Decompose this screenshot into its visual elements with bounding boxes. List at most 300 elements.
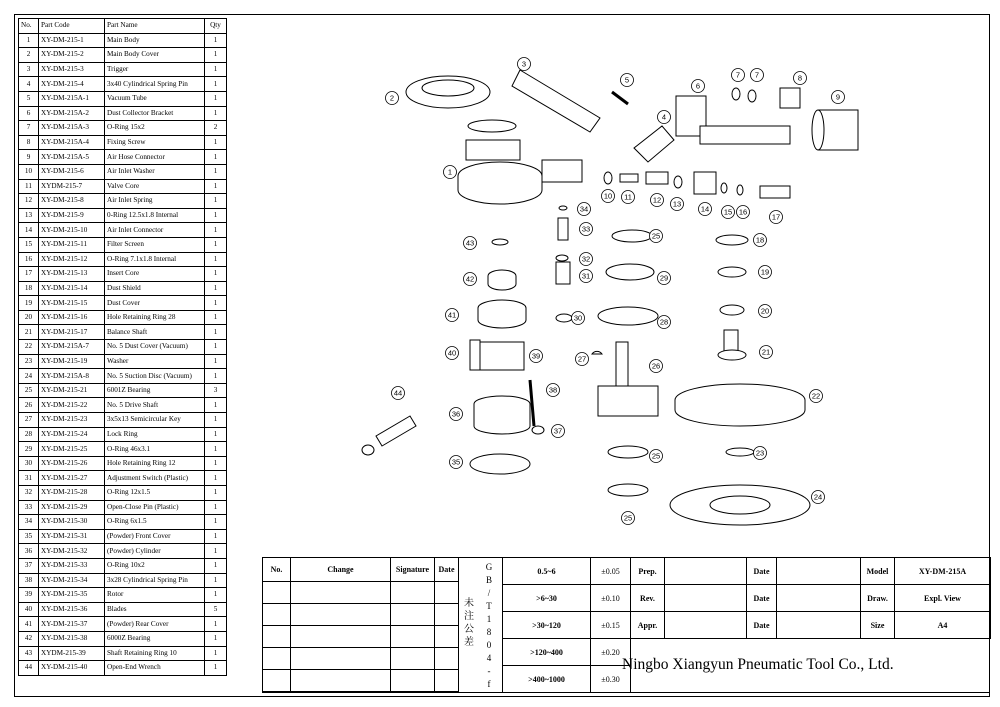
part-no: 44 bbox=[19, 661, 39, 676]
part-qty: 1 bbox=[205, 325, 227, 340]
callout-25 bbox=[622, 512, 635, 525]
part-code: XY-DM-215-9 bbox=[39, 208, 105, 223]
part-o-ring-6x1-5 bbox=[559, 206, 567, 210]
part-no: 4 bbox=[19, 77, 39, 92]
callout-label: 18 bbox=[755, 235, 765, 245]
prep-date-value bbox=[777, 558, 861, 585]
tolerance-note-cell bbox=[458, 557, 502, 693]
revision-cell bbox=[391, 670, 435, 692]
part-name: Hole Retaining Ring 12 bbox=[105, 456, 205, 471]
part-qty: 1 bbox=[205, 150, 227, 165]
callout-7 bbox=[751, 69, 764, 82]
part-qty: 1 bbox=[205, 631, 227, 646]
revision-cell bbox=[263, 582, 291, 604]
part-qty: 1 bbox=[205, 179, 227, 194]
vertical-char: B bbox=[485, 575, 492, 585]
part-bearing-6001z-c bbox=[608, 484, 648, 496]
part-qty: 1 bbox=[205, 354, 227, 369]
callout-label: 5 bbox=[624, 75, 630, 85]
callout-label: 29 bbox=[659, 273, 669, 283]
size-label: Size bbox=[861, 612, 895, 639]
part-no: 43 bbox=[19, 646, 39, 661]
part-code: XY-DM-215-37 bbox=[39, 617, 105, 632]
tolerance-row bbox=[503, 558, 631, 585]
vertical-char: f bbox=[487, 679, 491, 689]
callout-label: 28 bbox=[659, 317, 669, 327]
callout-30 bbox=[572, 312, 585, 325]
part-code: XY-DM-215-19 bbox=[39, 354, 105, 369]
callout-3 bbox=[518, 58, 531, 71]
callout-label: 25 bbox=[623, 513, 633, 523]
part-name: Blades bbox=[105, 602, 205, 617]
part-no: 39 bbox=[19, 588, 39, 603]
size-value: A4 bbox=[895, 612, 991, 639]
appr-date-value bbox=[777, 612, 861, 639]
vertical-char: T bbox=[486, 601, 492, 611]
part-no: 6 bbox=[19, 106, 39, 121]
part-qty: 1 bbox=[205, 281, 227, 296]
part-no: 5 bbox=[19, 91, 39, 106]
callout-9 bbox=[832, 91, 845, 104]
prep-date-label: Date bbox=[747, 558, 777, 585]
part-name: Air Inlet Washer bbox=[105, 164, 205, 179]
part-name: Trigger bbox=[105, 62, 205, 77]
part-qty: 1 bbox=[205, 544, 227, 559]
part-qty: 1 bbox=[205, 617, 227, 632]
vertical-char: 4 bbox=[486, 653, 492, 663]
part-hole-retaining-ring-12 bbox=[556, 314, 572, 322]
callout-label: 13 bbox=[672, 199, 682, 209]
part-code: XY-DM-215-30 bbox=[39, 515, 105, 530]
part-name: Dust Collector Bracket bbox=[105, 106, 205, 121]
parts-list-row bbox=[19, 267, 227, 282]
part-name: O-Ring 10x2 bbox=[105, 558, 205, 573]
callout-label: 2 bbox=[389, 93, 395, 103]
revision-cell bbox=[391, 604, 435, 626]
parts-list-row bbox=[19, 121, 227, 136]
part-qty: 1 bbox=[205, 369, 227, 384]
prep-value bbox=[665, 558, 747, 585]
callout-label: 36 bbox=[451, 409, 461, 419]
model-value: XY-DM-215A bbox=[895, 558, 991, 585]
draw-value: Expl. View bbox=[895, 585, 991, 612]
revision-cell bbox=[263, 670, 291, 692]
part-name: Dust Cover bbox=[105, 296, 205, 311]
part-qty: 1 bbox=[205, 515, 227, 530]
part-fixing-screw bbox=[780, 88, 800, 108]
parts-list-row bbox=[19, 164, 227, 179]
part-code: XY-DM-215-28 bbox=[39, 486, 105, 501]
callout-22 bbox=[810, 390, 823, 403]
part-name: No. 5 Dust Cover (Vacuum) bbox=[105, 340, 205, 355]
revision-table bbox=[262, 557, 459, 692]
vertical-char: 未 bbox=[464, 598, 474, 609]
part-name: O-Ring 12x1.5 bbox=[105, 486, 205, 501]
parts-list-row bbox=[19, 150, 227, 165]
vertical-char: 0 bbox=[486, 640, 492, 650]
vertical-char: G bbox=[485, 562, 493, 572]
part-name: Rotor bbox=[105, 588, 205, 603]
part-code: XY-DM-215-32 bbox=[39, 544, 105, 559]
parts-list-row bbox=[19, 325, 227, 340]
part-name: Balance Shaft bbox=[105, 325, 205, 340]
callout-label: 4 bbox=[661, 112, 667, 122]
vertical-char: 公 bbox=[464, 624, 474, 635]
parts-list-row bbox=[19, 413, 227, 428]
callout-label: 43 bbox=[465, 238, 475, 248]
part-no: 20 bbox=[19, 310, 39, 325]
part-qty: 1 bbox=[205, 33, 227, 48]
part-qty: 1 bbox=[205, 340, 227, 355]
part-code: XYDM-215-39 bbox=[39, 646, 105, 661]
callout-41 bbox=[446, 309, 459, 322]
part-name: O-Ring 7.1x1.8 Internal bbox=[105, 252, 205, 267]
part-qty: 1 bbox=[205, 471, 227, 486]
part-front-cover bbox=[470, 454, 530, 474]
part-air-inlet-washer bbox=[604, 172, 612, 184]
revision-cell bbox=[291, 648, 391, 670]
part-name: (Powder) Front Cover bbox=[105, 529, 205, 544]
part-no: 25 bbox=[19, 383, 39, 398]
part-name: Adjustment Switch (Plastic) bbox=[105, 471, 205, 486]
callout-label: 22 bbox=[811, 391, 821, 401]
part-code: XY-DM-215-16 bbox=[39, 310, 105, 325]
part-code: XY-DM-215-23 bbox=[39, 413, 105, 428]
parts-list-row bbox=[19, 48, 227, 63]
callout-42 bbox=[464, 273, 477, 286]
part-no: 28 bbox=[19, 427, 39, 442]
part-name: Insert Core bbox=[105, 267, 205, 282]
part-code: XY-DM-215A-3 bbox=[39, 121, 105, 136]
part-qty: 1 bbox=[205, 573, 227, 588]
part-no: 32 bbox=[19, 486, 39, 501]
tolerance-value: ±0.20 bbox=[591, 639, 631, 666]
part-name: No. 5 Drive Shaft bbox=[105, 398, 205, 413]
part-bearing-6001z-b bbox=[608, 446, 648, 458]
part-qty: 1 bbox=[205, 91, 227, 106]
part-name: O-Ring 6x1.5 bbox=[105, 515, 205, 530]
tolerance-value: ±0.15 bbox=[591, 612, 631, 639]
parts-list-row bbox=[19, 340, 227, 355]
part-spring-pin bbox=[612, 92, 628, 104]
part-qty: 1 bbox=[205, 194, 227, 209]
revision-header-change: Change bbox=[291, 558, 391, 582]
part-name: Open-End Wrench bbox=[105, 661, 205, 676]
part-no: 21 bbox=[19, 325, 39, 340]
part-main-body bbox=[466, 140, 520, 160]
part-no: 37 bbox=[19, 558, 39, 573]
part-name: O-Ring 15x2 bbox=[105, 121, 205, 136]
part-no: 13 bbox=[19, 208, 39, 223]
unmarked-tolerance-note bbox=[463, 597, 475, 649]
part-qty: 1 bbox=[205, 62, 227, 77]
part-name: Filter Screen bbox=[105, 237, 205, 252]
part-qty: 2 bbox=[205, 121, 227, 136]
callout-24 bbox=[812, 491, 825, 504]
part-no: 17 bbox=[19, 267, 39, 282]
part-qty: 1 bbox=[205, 223, 227, 238]
revision-cell bbox=[291, 670, 391, 692]
part-shaft-retaining-ring-10 bbox=[492, 239, 508, 245]
callout-label: 11 bbox=[624, 192, 632, 202]
revision-cell bbox=[435, 670, 459, 692]
part-code: XY-DM-215-25 bbox=[39, 442, 105, 457]
rev-value bbox=[665, 585, 747, 612]
parts-list-row bbox=[19, 529, 227, 544]
parts-list-row bbox=[19, 106, 227, 121]
part-name: Shaft Retaining Ring 10 bbox=[105, 646, 205, 661]
revision-header-date: Date bbox=[435, 558, 459, 582]
parts-list-row bbox=[19, 646, 227, 661]
callout-25 bbox=[650, 450, 663, 463]
part-no: 22 bbox=[19, 340, 39, 355]
part-qty: 1 bbox=[205, 48, 227, 63]
part-code: XY-DM-215-2 bbox=[39, 48, 105, 63]
part-lock-ring bbox=[598, 307, 658, 325]
revision-cell bbox=[263, 626, 291, 648]
appr-label: Appr. bbox=[631, 612, 665, 639]
approval-table bbox=[630, 557, 861, 639]
callout-20 bbox=[759, 305, 772, 318]
callout-34 bbox=[578, 203, 591, 216]
parts-list-row bbox=[19, 208, 227, 223]
rev-date-value bbox=[777, 585, 861, 612]
part-code: XY-DM-215-10 bbox=[39, 223, 105, 238]
header-part-code: Part Code bbox=[39, 19, 105, 34]
callout-label: 34 bbox=[579, 204, 589, 214]
part-no: 34 bbox=[19, 515, 39, 530]
callout-16 bbox=[737, 206, 750, 219]
part-name: Main Body Cover bbox=[105, 48, 205, 63]
callout-label: 31 bbox=[581, 271, 591, 281]
part-qty: 1 bbox=[205, 135, 227, 150]
part-qty: 1 bbox=[205, 398, 227, 413]
part-qty: 1 bbox=[205, 296, 227, 311]
callout-43 bbox=[464, 237, 477, 250]
part-rotor bbox=[480, 342, 524, 370]
part-no: 33 bbox=[19, 500, 39, 515]
part-name: 3x28 Cylindrical Spring Pin bbox=[105, 573, 205, 588]
revision-header-signature: Signature bbox=[391, 558, 435, 582]
callout-10 bbox=[602, 190, 615, 203]
callout-label: 24 bbox=[813, 492, 823, 502]
callout-17 bbox=[770, 211, 783, 224]
part-name: No. 5 Suction Disc (Vacuum) bbox=[105, 369, 205, 384]
revision-cell bbox=[263, 604, 291, 626]
parts-list-row bbox=[19, 33, 227, 48]
model-label: Model bbox=[861, 558, 895, 585]
callout-label: 14 bbox=[700, 204, 710, 214]
part-o-ring-12-5 bbox=[674, 176, 682, 188]
part-qty: 1 bbox=[205, 442, 227, 457]
part-code: XY-DM-215A-1 bbox=[39, 91, 105, 106]
parts-list-row bbox=[19, 471, 227, 486]
tolerance-range: >400~1000 bbox=[503, 666, 591, 693]
part-code: XY-DM-215-17 bbox=[39, 325, 105, 340]
part-no: 31 bbox=[19, 471, 39, 486]
revision-cell bbox=[291, 582, 391, 604]
parts-list-row bbox=[19, 442, 227, 457]
part-filter-screen bbox=[721, 183, 727, 193]
part-no: 23 bbox=[19, 354, 39, 369]
part-code: XY-DM-215-12 bbox=[39, 252, 105, 267]
tolerance-range: >30~120 bbox=[503, 612, 591, 639]
part-code: XY-DM-215-8 bbox=[39, 194, 105, 209]
tolerance-standard bbox=[483, 561, 495, 691]
part-code: XY-DM-215-27 bbox=[39, 471, 105, 486]
part-blades bbox=[470, 340, 480, 370]
vertical-char: 注 bbox=[464, 611, 474, 622]
revision-cell bbox=[263, 648, 291, 670]
part-name: 3x5x13 Semicircular Key bbox=[105, 413, 205, 428]
callout-26 bbox=[650, 360, 663, 373]
part-name: Dust Shield bbox=[105, 281, 205, 296]
callout-5 bbox=[621, 74, 634, 87]
callout-label: 19 bbox=[760, 267, 770, 277]
part-no: 7 bbox=[19, 121, 39, 136]
part-no: 24 bbox=[19, 369, 39, 384]
part-no: 41 bbox=[19, 617, 39, 632]
vertical-char: - bbox=[487, 666, 491, 676]
part-code: XY-DM-215-6 bbox=[39, 164, 105, 179]
part-qty: 1 bbox=[205, 413, 227, 428]
part-code: XY-DM-215-22 bbox=[39, 398, 105, 413]
callout-label: 9 bbox=[835, 92, 841, 102]
part-code: XY-DM-215-4 bbox=[39, 77, 105, 92]
callout-label: 37 bbox=[553, 426, 563, 436]
part-no: 8 bbox=[19, 135, 39, 150]
parts-list-row bbox=[19, 427, 227, 442]
part-code: XYDM-215-7 bbox=[39, 179, 105, 194]
part-no: 2 bbox=[19, 48, 39, 63]
parts-list-row bbox=[19, 588, 227, 603]
parts-list-row bbox=[19, 617, 227, 632]
callout-12 bbox=[651, 194, 664, 207]
part-no: 15 bbox=[19, 237, 39, 252]
tolerance-value: ±0.30 bbox=[591, 666, 631, 693]
part-spring-pin-3x28 bbox=[530, 380, 534, 426]
part-code: XY-DM-215-38 bbox=[39, 631, 105, 646]
parts-list-row bbox=[19, 179, 227, 194]
part-qty: 3 bbox=[205, 383, 227, 398]
part-code: XY-DM-215-24 bbox=[39, 427, 105, 442]
part-name: Lock Ring bbox=[105, 427, 205, 442]
header-part-name: Part Name bbox=[105, 19, 205, 34]
part-code: XY-DM-215-21 bbox=[39, 383, 105, 398]
callout-label: 7 bbox=[754, 70, 760, 80]
part-name: Valve Core bbox=[105, 179, 205, 194]
part-qty: 5 bbox=[205, 602, 227, 617]
parts-list-row bbox=[19, 500, 227, 515]
parts-list-row bbox=[19, 252, 227, 267]
header-no: No. bbox=[19, 19, 39, 34]
callout-label: 35 bbox=[451, 457, 461, 467]
part-qty: 1 bbox=[205, 456, 227, 471]
parts-list-row bbox=[19, 296, 227, 311]
tolerance-table bbox=[502, 557, 631, 693]
part-qty: 1 bbox=[205, 164, 227, 179]
part-name: 6000Z Bearing bbox=[105, 631, 205, 646]
callout-label: 27 bbox=[577, 354, 587, 364]
callout-4 bbox=[658, 111, 671, 124]
callout-label: 30 bbox=[573, 313, 583, 323]
callout-label: 32 bbox=[581, 254, 591, 264]
part-code: XY-DM-215-1 bbox=[39, 33, 105, 48]
callout-label: 21 bbox=[761, 347, 771, 357]
part-code: XY-DM-215-14 bbox=[39, 281, 105, 296]
part-code: XY-DM-215-3 bbox=[39, 62, 105, 77]
tolerance-range: 0.5~6 bbox=[503, 558, 591, 585]
callout-label: 26 bbox=[651, 361, 661, 371]
parts-list-row bbox=[19, 383, 227, 398]
callout-31 bbox=[580, 270, 593, 283]
parts-list-header-row bbox=[19, 19, 227, 34]
parts-list-row bbox=[19, 194, 227, 209]
tolerance-row bbox=[503, 666, 631, 693]
part-no: 30 bbox=[19, 456, 39, 471]
part-name: Air Inlet Connector bbox=[105, 223, 205, 238]
part-insert-core bbox=[760, 186, 790, 198]
part-no: 27 bbox=[19, 413, 39, 428]
part-code: XY-DM-215A-4 bbox=[39, 135, 105, 150]
parts-list-row bbox=[19, 281, 227, 296]
tolerance-row bbox=[503, 639, 631, 666]
callout-label: 33 bbox=[581, 224, 591, 234]
callout-label: 41 bbox=[447, 310, 457, 320]
part-qty: 1 bbox=[205, 588, 227, 603]
part-o-ring-15x2 bbox=[732, 88, 740, 100]
part-open-close-pin bbox=[558, 218, 568, 240]
part-no: 36 bbox=[19, 544, 39, 559]
callout-38 bbox=[547, 384, 560, 397]
tolerance-range: >120~400 bbox=[503, 639, 591, 666]
callout-label: 23 bbox=[755, 448, 765, 458]
callout-23 bbox=[754, 447, 767, 460]
part-name: 6001Z Bearing bbox=[105, 383, 205, 398]
part-o-ring-12x1-5 bbox=[556, 255, 568, 261]
parts-list-row bbox=[19, 515, 227, 530]
prep-label: Prep. bbox=[631, 558, 665, 585]
appr-value bbox=[665, 612, 747, 639]
part-name: 3x40 Cylindrical Spring Pin bbox=[105, 77, 205, 92]
callout-19 bbox=[759, 266, 772, 279]
part-dust-cover bbox=[718, 267, 746, 277]
part-code: XY-DM-215-35 bbox=[39, 588, 105, 603]
part-qty: 1 bbox=[205, 427, 227, 442]
parts-list-row bbox=[19, 398, 227, 413]
callout-label: 25 bbox=[651, 231, 661, 241]
parts-list-row bbox=[19, 223, 227, 238]
tolerance-value: ±0.10 bbox=[591, 585, 631, 612]
callout-label: 16 bbox=[738, 207, 748, 217]
part-o-ring-10x2 bbox=[532, 426, 544, 434]
callout-label: 10 bbox=[603, 191, 613, 201]
part-name: Washer bbox=[105, 354, 205, 369]
part-air-inlet-spring bbox=[646, 172, 668, 184]
tolerance-row bbox=[503, 585, 631, 612]
part-code: XY-DM-215-13 bbox=[39, 267, 105, 282]
callout-label: 8 bbox=[797, 73, 803, 83]
part-code: XY-DM-215-31 bbox=[39, 529, 105, 544]
part-no: 9 bbox=[19, 150, 39, 165]
part-no: 18 bbox=[19, 281, 39, 296]
revision-cell bbox=[391, 648, 435, 670]
part-hole-retaining-ring-28 bbox=[720, 305, 744, 315]
part-no: 3 bbox=[19, 62, 39, 77]
parts-list-row bbox=[19, 486, 227, 501]
revision-cell bbox=[435, 582, 459, 604]
parts-list-row bbox=[19, 310, 227, 325]
